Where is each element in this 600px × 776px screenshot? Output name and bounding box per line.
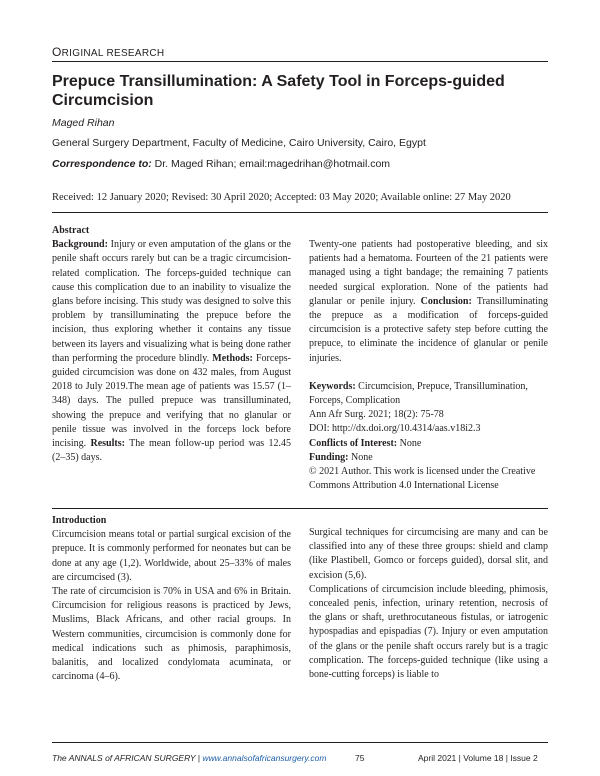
affiliation: General Surgery Department, Faculty of Medicine, Cairo University, Cairo, Egypt [52,137,426,149]
author-name: Maged Rihan [52,117,115,129]
keywords-label: Keywords: [309,380,356,392]
introduction-right-column [309,526,548,682]
background-text: Injury or even amputation of the glans or the penile shaft occurs rarely but can be a tragic circumcision-related complication. The forceps-guided technique can cause this complication due to an inability to visualize the glans before incising. This study was designed to solve this problem by transilluminating the prepuce before the incision, thus exploring whether it contains any tissue between its layers and visualizing what is being done rather than performing the procedure blindly. [52,239,291,364]
intro-paragraph-4: Complications of circumcision include bleeding, phimosis, concealed penis, infection, urinary retention, necrosis of the glans or shaft, urethrocutaneous fistulas, or iatrogenic hypospadias and epispadias (7). Injury or even amputation of the glans or the penile shaft occurs rarely but is a tragic complication. The forceps-guided technique (like using a bone-cutting forceps) is liable to [309,583,548,681]
article-meta [309,380,548,494]
page-number: 75 [355,753,365,763]
doi[interactable]: DOI: http://dx.doi.org/10.4314/aas.v18i2.3 [309,423,481,435]
correspondence-text: Dr. Maged Rihan; email:magedrihan@hotmail.com [151,158,391,170]
conflicts-text: None [397,437,422,449]
keywords [309,380,548,408]
conclusion-text: Transilluminating the prepuce as a modification of forceps-guided circumcision is a protective safety step before cutting the prepuce, to eliminate the incidence of glanular or penile injuries. [309,295,549,364]
footer-rule [52,742,548,743]
journal-name: The ANNALS of AFRICAN SURGERY [52,753,196,763]
funding-label: Funding: [309,451,349,463]
conflicts-label: Conflicts of Interest: [309,437,398,449]
introduction-left-column [52,514,291,684]
correspondence [52,158,390,170]
intro-paragraph-2: The rate of circumcision is 70% in USA and 6% in Britain. Circumcision for religious reasons is practiced by Jews, Muslims, Black Africans, and other racial groups. In Western communities, circumcision is commonly done for medical indications such as phimosis, paraphimosis, balanitis, and localized condylomata acuminata, or carcinoma (4–6). [52,586,291,683]
funding [309,451,548,465]
conclusion-label: Conclusion: [420,295,472,307]
intro-paragraph-1: Circumcision means total or partial surgical excision of the prepuce. It is commonly performed for neonates but can be done at any age (1,2). Worldwide, about 25–33% of males are circumcised (3). [52,529,291,583]
issue-info: April 2021 | Volume 18 | Issue 2 [418,753,538,763]
abstract-continued [309,238,548,366]
article-dates: Received: 12 January 2020; Revised: 30 April 2020; Accepted: 03 May 2020; Available online: 27 May 2020 [52,192,511,203]
section-label-initial: O [52,45,62,59]
conflicts-of-interest [309,437,548,451]
abstract-left-column [52,224,291,465]
journal-website-link[interactable]: www.annalsofafricansurgery.com [202,753,327,763]
footer-separator: | [195,753,203,763]
results-text: The mean follow-up period was 12.45 (2–35) days. [52,438,291,464]
section-label-rest: RIGINAL RESEARCH [61,48,165,59]
intro-paragraph-3: Surgical techniques for circumcising are many and can be classified into any of these three groups: shield and clamp (like Plastibell, Gomco or forceps guided), dorsal slit, and excision (5,6). [309,527,548,581]
citation: Ann Afr Surg. 2021; 18(2): 75-78 [309,409,444,421]
abstract-right-column [309,238,548,493]
results-continued-text: Twenty-one patients had postoperative bleeding, and six patients had a hematoma. Fourteen of the 21 patients were managed using a tight bandage; the remaining 7 patients needed surgical exploration. None of the patients had glanular or penile injury. [309,239,548,307]
dates-rule [52,212,548,213]
license: © 2021 Author. This work is licensed under the Creative Commons Attribution 4.0 International License [309,466,536,492]
abstract-body [52,238,291,465]
section-label [52,45,164,59]
funding-text: None [348,451,373,463]
methods-label: Methods: [212,352,253,364]
background-label: Background: [52,239,108,251]
article-title: Prepuce Transillumination: A Safety Tool in Forceps-guided Circumcision [52,73,505,109]
correspondence-label: Correspondence to: [52,158,152,170]
introduction-heading: Introduction [52,515,107,526]
methods-text: Forceps-guided circumcision was done on 432 males, from August 2018 to July 2019.The mean age of patients was 15.57 (1–348) days. The pulled prepuce was transilluminated, showing the prepuce and verifying that no glanular or penile tissue was involved in the forceps lock before incising. [52,352,291,450]
abstract-rule [52,508,548,509]
abstract-heading: Abstract [52,225,90,236]
results-label: Results: [90,438,125,450]
footer-journal [52,753,326,763]
keywords-text: Circumcision, Prepuce, Transillumination, Forceps, Complication [309,380,528,407]
header-rule [52,61,548,62]
